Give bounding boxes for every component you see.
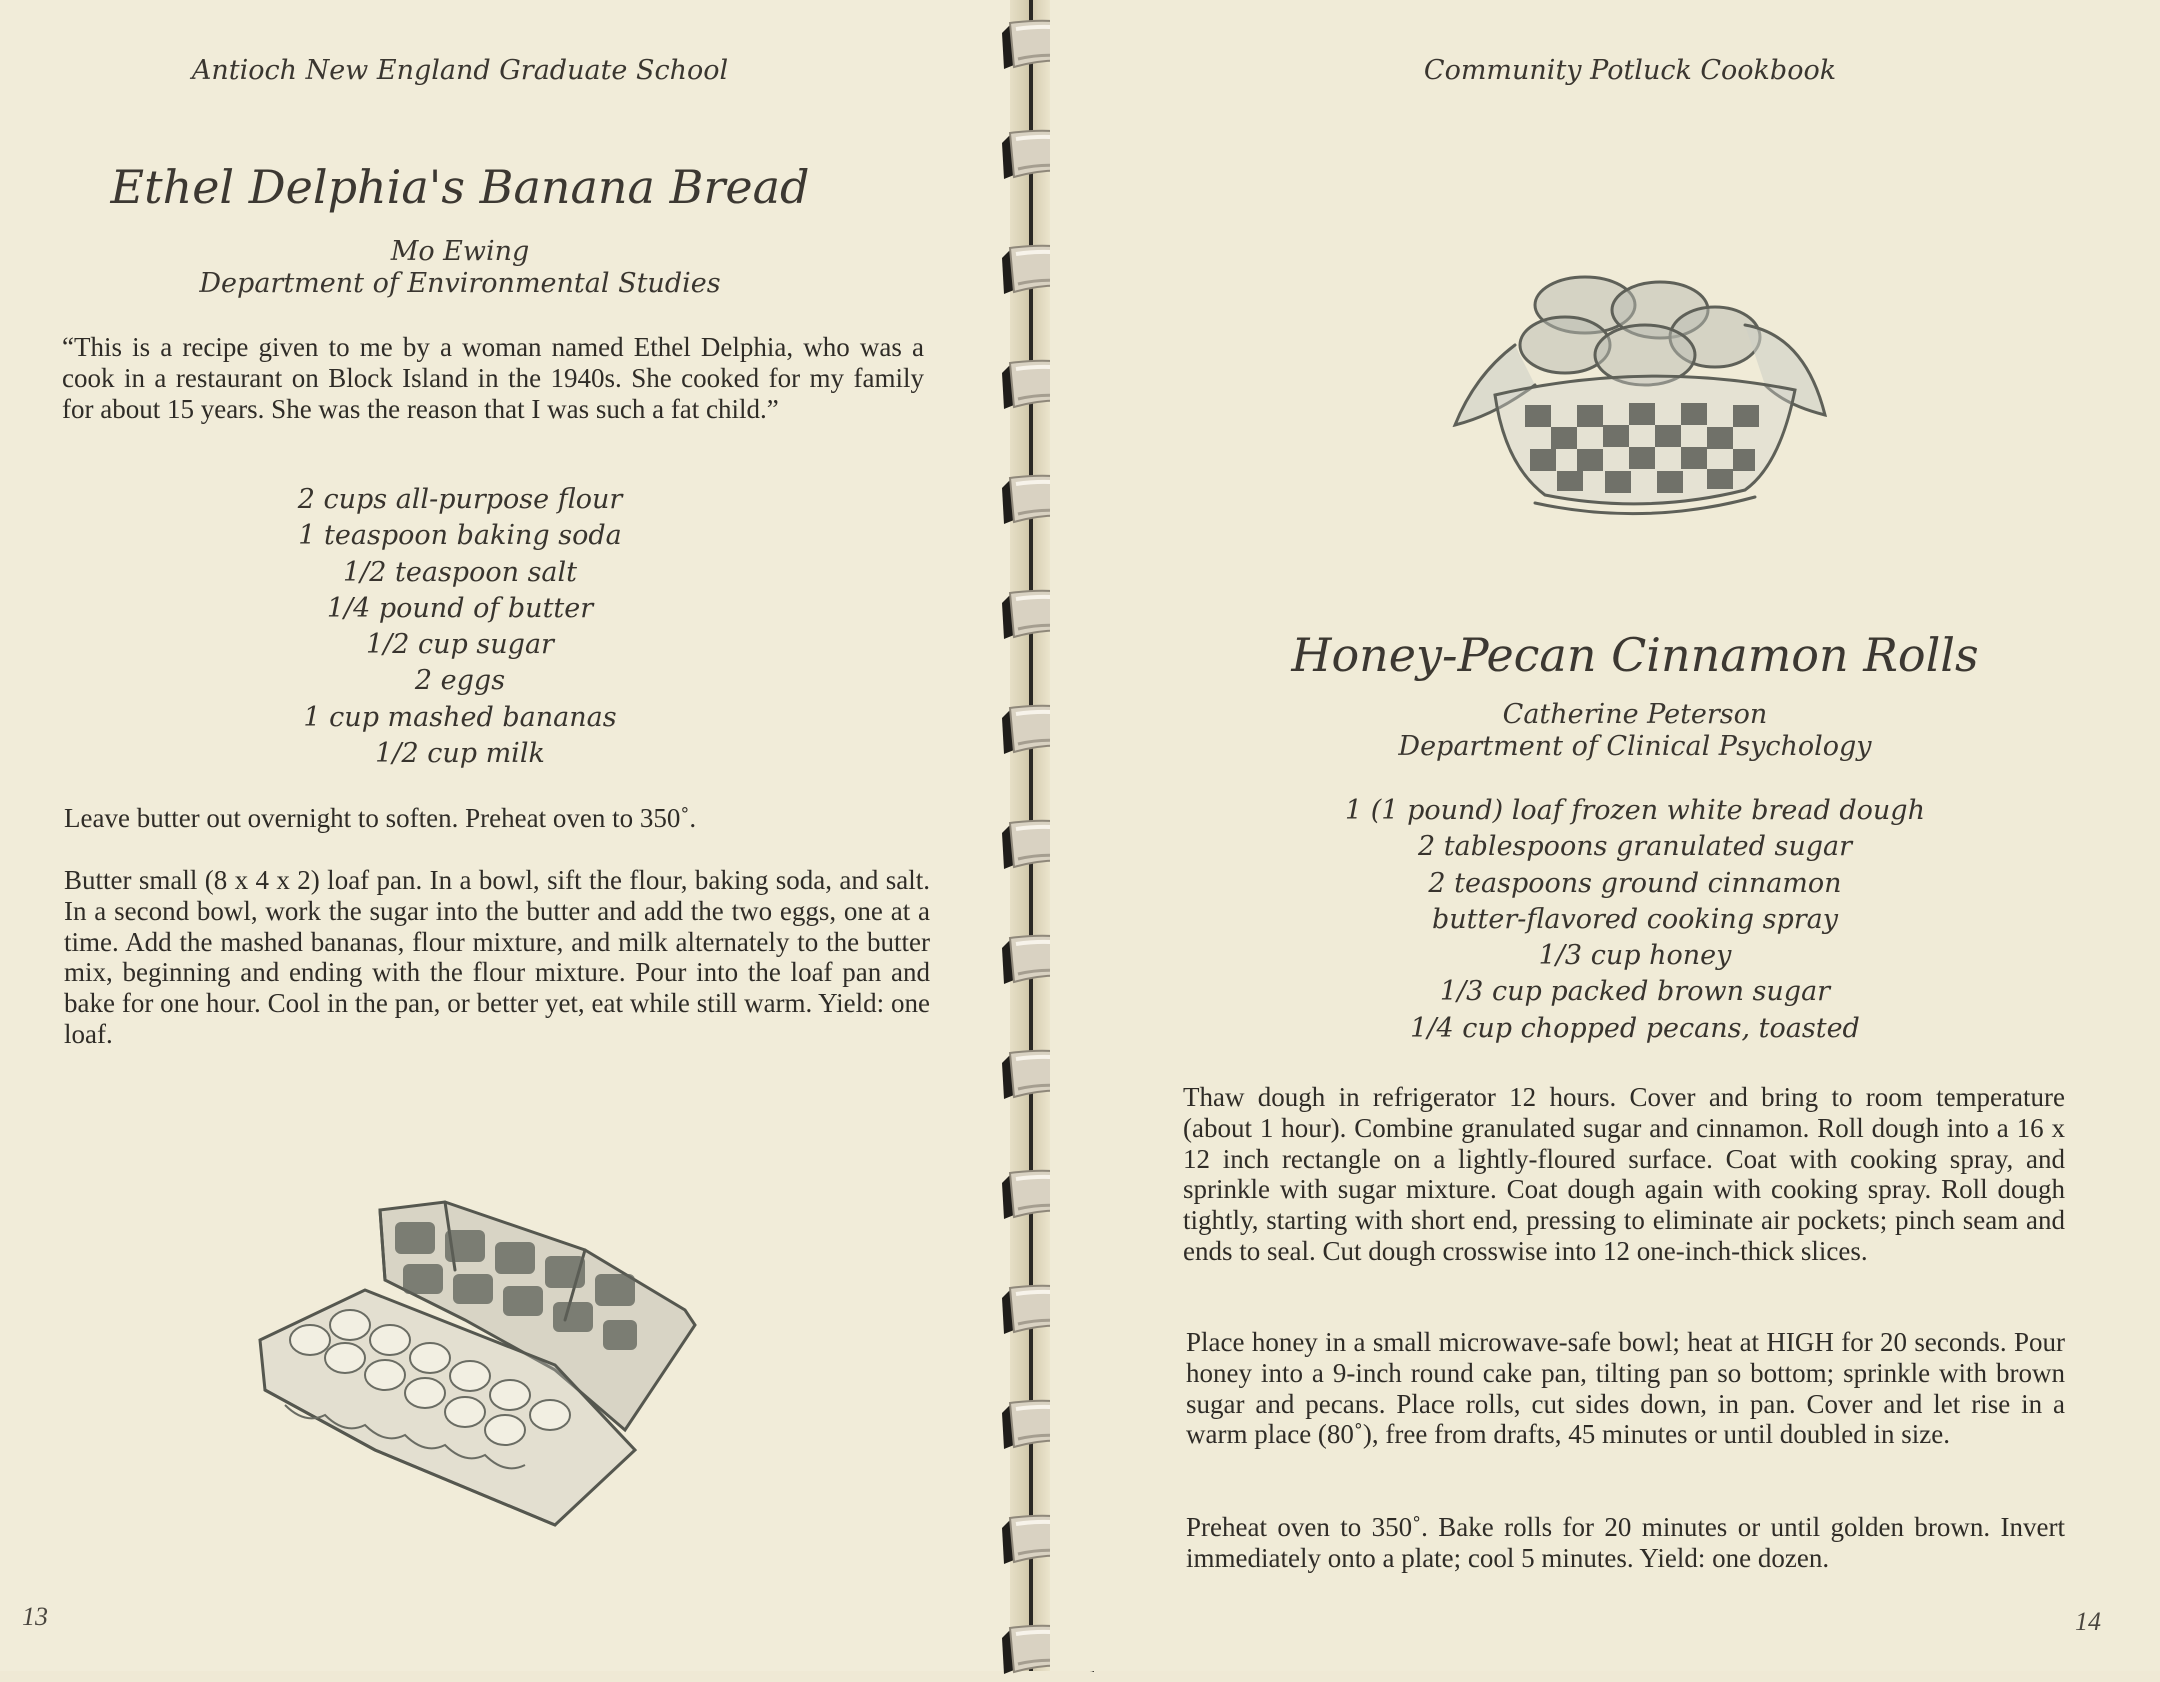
recipe-quote: “This is a recipe given to me by a woman named Ethel Delphia, who was a cook in a restaurant on Block Island in the 1940s. She cooked for my family for about 15 years. She was the reason that I was such a fat child.”	[62, 332, 924, 424]
ingredient-item: 2 tablespoons granulated sugar	[1417, 831, 1853, 863]
byline	[120, 236, 800, 300]
left-page	[0, 0, 1010, 1671]
instruction-paragraph: Thaw dough in refrigerator 12 hours. Cover and bring to room temperature (about 1 hour). Combine granulated sugar and cinnamon. Roll dough into a 16 x 12 inch rectangle on a lightly-floured surface. Coat with cooking spray, and sprinkle with sugar mixture. Coat dough again with cooking spray. Roll dough tightly, starting with short end, pressing to eliminate air pockets; pinch seam and ends to seal. Cut dough crosswise into 12 one-inch-thick slices.	[1183, 1082, 2065, 1266]
recipe-title: Ethel Delphia's Banana Bread	[110, 160, 810, 214]
author-name: Mo Ewing	[390, 236, 530, 267]
instruction-paragraph: Butter small (8 x 4 x 2) loaf pan. In a bowl, sift the flour, baking soda, and salt. In a second bowl, work the sugar into the butter and add the two eggs, one at a time. Add the mashed bananas, flour mixture, and milk alternately to the butter mix, beginning and ending with the flour mixture. Pour into the loaf pan and bake for one hour. Cool in the pan, or better yet, eat while still warm. Yield: one loaf.	[64, 865, 930, 1049]
department-name: Department of Environmental Studies	[199, 268, 721, 299]
recipe-title: Honey-Pecan Cinnamon Rolls	[1291, 628, 1979, 682]
instruction-paragraph: Preheat oven to 350˚. Bake rolls for 20 minutes or until golden brown. Invert immediately onto a plate; cool 5 minutes. Yield: one dozen.	[1186, 1512, 2065, 1573]
byline	[1285, 699, 1985, 763]
department-name: Department of Clinical Psychology	[1398, 731, 1872, 762]
ingredient-item: 2 teaspoons ground cinnamon	[1428, 867, 1842, 899]
ingredient-item: 1/4 pound of butter	[326, 592, 594, 624]
instruction-paragraph: Leave butter out overnight to soften. Preheat oven to 350˚.	[64, 803, 697, 833]
ingredient-item: 2 cups all-purpose flour	[297, 484, 623, 515]
running-head: Antioch New England Graduate School	[191, 55, 729, 86]
instruction-paragraph: Place honey in a small microwave-safe bowl; heat at HIGH for 20 seconds. Pour honey into a 9-inch round cake pan, tilting pan so bottom; sprinkle with brown sugar and pecans. Place rolls, cut sides down, in pan. Cover and let rise in a warm place (80˚), free from drafts, 45 minutes or until doubled in size.	[1186, 1327, 2065, 1450]
ingredient-list	[1230, 793, 2040, 1047]
right-page	[1050, 0, 2160, 1671]
ingredient-item: 1 (1 pound) loaf frozen white bread dough	[1345, 795, 1925, 826]
ingredient-item: 1/2 cup sugar	[366, 629, 554, 661]
ingredient-item: butter-flavored cooking spray	[1431, 903, 1839, 935]
ingredient-item: 1 cup mashed bananas	[303, 701, 617, 733]
page-number: 14	[2075, 1607, 2101, 1636]
running-head: Community Potluck Cookbook	[1423, 55, 1837, 86]
ingredient-item: 1/4 cup chopped pecans, toasted	[1410, 1012, 1860, 1044]
ingredient-item: 1/3 cup packed brown sugar	[1439, 976, 1831, 1008]
ingredient-list	[160, 482, 760, 772]
bread-basket-sketch-icon	[1445, 265, 1845, 545]
ingredient-item: 1/3 cup honey	[1538, 940, 1732, 972]
ingredient-item: 2 eggs	[414, 665, 506, 697]
ingredient-item: 1/2 teaspoon salt	[342, 556, 578, 588]
page-number: 13	[22, 1602, 48, 1631]
ingredient-item: 1 teaspoon baking soda	[298, 520, 622, 552]
egg-carton-sketch-icon	[255, 1190, 705, 1530]
ingredient-item: 1/2 cup milk	[375, 738, 545, 770]
author-name: Catherine Peterson	[1502, 699, 1768, 730]
